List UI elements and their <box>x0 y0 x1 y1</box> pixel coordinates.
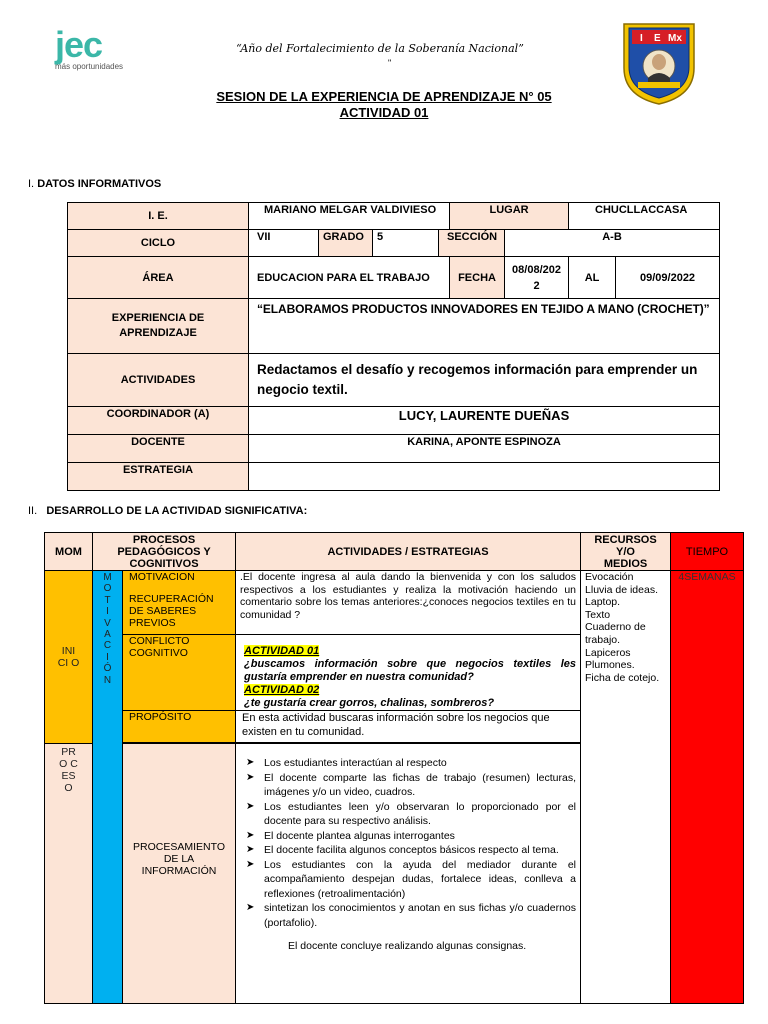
header-mom: MOM <box>45 533 93 571</box>
tiempo-value: 4SEMANAS <box>671 571 744 1004</box>
recursos-list <box>581 571 671 1004</box>
moment-inicio: INI CI O <box>45 571 93 744</box>
estrategia-label: ESTRATEGIA <box>68 463 249 491</box>
list-item: ➤ Los estudiantes interactúan al respecto <box>246 756 576 771</box>
actividad-02-label: ACTIVIDAD 02 <box>244 684 320 696</box>
recurso-item: Lluvia de ideas. <box>585 583 658 596</box>
experiencia-label: EXPERIENCIA DE APRENDIZAJE <box>68 299 249 354</box>
docente-value: KARINA, APONTE ESPINOZA <box>249 435 720 463</box>
estrategia-value <box>249 463 720 491</box>
actividades-value: Redactamos el desafío y recogemos información para emprender un negocio textil. <box>249 354 720 407</box>
proceso-conflicto: CONFLICTO COGNITIVO <box>123 635 236 711</box>
actividad-proposito: En esta actividad buscaras información sobre los negocios que existen en tu comunidad. <box>236 711 581 743</box>
national-motto: “Año del Fortalecimiento de la Soberanía Nacional” <box>236 42 524 55</box>
section-heading-desarrollo: II. DESARROLLO DE LA ACTIVIDAD SIGNIFICATIVA: <box>28 505 308 517</box>
grado-label: GRADO <box>319 230 373 257</box>
actividad-procesamiento <box>236 744 581 1004</box>
desarrollo-table <box>44 532 744 1004</box>
coordinador-label: COORDINADOR (A) <box>68 407 249 435</box>
grado-value: 5 <box>373 230 439 257</box>
recurso-item: Laptop. <box>585 596 621 609</box>
fecha-label: FECHA <box>450 257 505 299</box>
moment-proceso: PRO CES O <box>45 744 93 1004</box>
header-recursos: RECURSOS Y/O MEDIOS <box>581 533 671 571</box>
recurso-item: Lapiceros <box>585 646 631 659</box>
datos-table <box>67 202 720 491</box>
docente-label: DOCENTE <box>68 435 249 463</box>
recurso-item: Cuaderno de trabajo. <box>585 621 646 646</box>
ie-label: I. E. <box>68 203 249 230</box>
motivacion-vertical-label: M O T I V A C I Ó N <box>93 571 123 1004</box>
recurso-item: Ficha de cotejo. <box>585 671 660 684</box>
proceso-procesamiento: PROCESAMIENTO DE LA INFORMACIÓN <box>123 744 236 1004</box>
procesamiento-closing: El docente concluye realizando algunas consignas. <box>288 940 527 952</box>
coordinador-value: LUCY, LAURENTE DUEÑAS <box>249 407 720 435</box>
al-value: 09/09/2022 <box>616 257 720 299</box>
header-actividades: ACTIVIDADES / ESTRATEGIAS <box>236 533 581 571</box>
actividad-01-question: ¿buscamos información sobre que negocios textiles les gustaría emprender en nuestra comunidad? <box>244 658 577 683</box>
list-item: ➤ Los estudiantes con la ayuda del mediador durante el acompañamiento despejan dudas, fortalece ideas, conlleva a reflexiones (retroalimentación) <box>246 858 576 902</box>
recurso-item: Plumones. <box>585 659 635 672</box>
recurso-item: Evocación <box>585 571 634 583</box>
proceso-proposito: PROPÓSITO <box>123 711 236 743</box>
procesamiento-list <box>236 756 580 930</box>
ie-value: MARIANO MELGAR VALDIVIESO <box>249 203 450 230</box>
motto-mark: " <box>388 58 392 68</box>
svg-text:E: E <box>654 33 661 44</box>
session-title: SESION DE LA EXPERIENCIA DE APRENDIZAJE N° 05 <box>216 89 552 104</box>
proceso-motivacion: MOTIVACION RECUPERACIÓN DE SABERES PREVIOS <box>123 571 236 635</box>
list-item: ➤ sintetizan los conocimientos y anotan en sus fichas y/o cuadernos (portafolio). <box>246 901 576 930</box>
ciclo-value: VII <box>249 230 319 257</box>
logo-wordmark: jec <box>55 24 103 65</box>
area-label: ÁREA <box>68 257 249 299</box>
ciclo-label: CICLO <box>68 230 249 257</box>
al-label: AL <box>569 257 616 299</box>
list-item: ➤ El docente plantea algunas interrogantes <box>246 829 576 844</box>
actividad-01-label: ACTIVIDAD 01 <box>244 645 320 657</box>
svg-text:Mx: Mx <box>668 33 682 44</box>
seccion-value: A-B <box>505 230 720 257</box>
actividad-motivacion: .El docente ingresa al aula dando la bienvenida y con los saludos respectivos a los estudiantes y realiza la motivación haciendo un comentario sobre los temas anteriores:¿conoces negocios textiles en tu comunidad ? <box>236 571 581 635</box>
header-tiempo: TIEMPO <box>671 533 744 571</box>
logo-tagline: más oportunidades <box>55 62 124 71</box>
fecha-value: 08/08/2022 <box>505 257 569 299</box>
actividades-label: ACTIVIDADES <box>68 354 249 407</box>
seccion-label: SECCIÓN <box>439 230 505 257</box>
recurso-item: Texto <box>585 608 611 621</box>
jec-logo <box>55 26 145 74</box>
list-item: ➤ El docente facilita algunos conceptos básicos respecto al tema. <box>246 843 576 858</box>
lugar-value: CHUCLLACCASA <box>569 203 720 230</box>
list-item: ➤ El docente comparte las fichas de trabajo (resumen) lecturas, imágenes y/o un video, cuadros. <box>246 771 576 800</box>
activity-subtitle: ACTIVIDAD 01 <box>339 105 429 120</box>
actividad-conflicto <box>236 635 581 711</box>
header-procesos: PROCESOS PEDAGÓGICOS Y COGNITIVOS <box>93 533 236 571</box>
actividad-02-question: ¿te gustaría crear gorros, chalinas, sombreros? <box>244 697 495 709</box>
area-value: EDUCACION PARA EL TRABAJO <box>249 257 450 299</box>
svg-text:I: I <box>640 33 643 44</box>
section-heading-datos: I. DATOS INFORMATIVOS <box>28 178 162 190</box>
lugar-label: LUGAR <box>450 203 569 230</box>
experiencia-value: “ELABORAMOS PRODUCTOS INNOVADORES EN TEJIDO A MANO (CROCHET)” <box>249 299 720 354</box>
list-item: ➤ Los estudiantes leen y/o observaran lo proporcionado por el docente para su respectivo análisis. <box>246 800 576 829</box>
